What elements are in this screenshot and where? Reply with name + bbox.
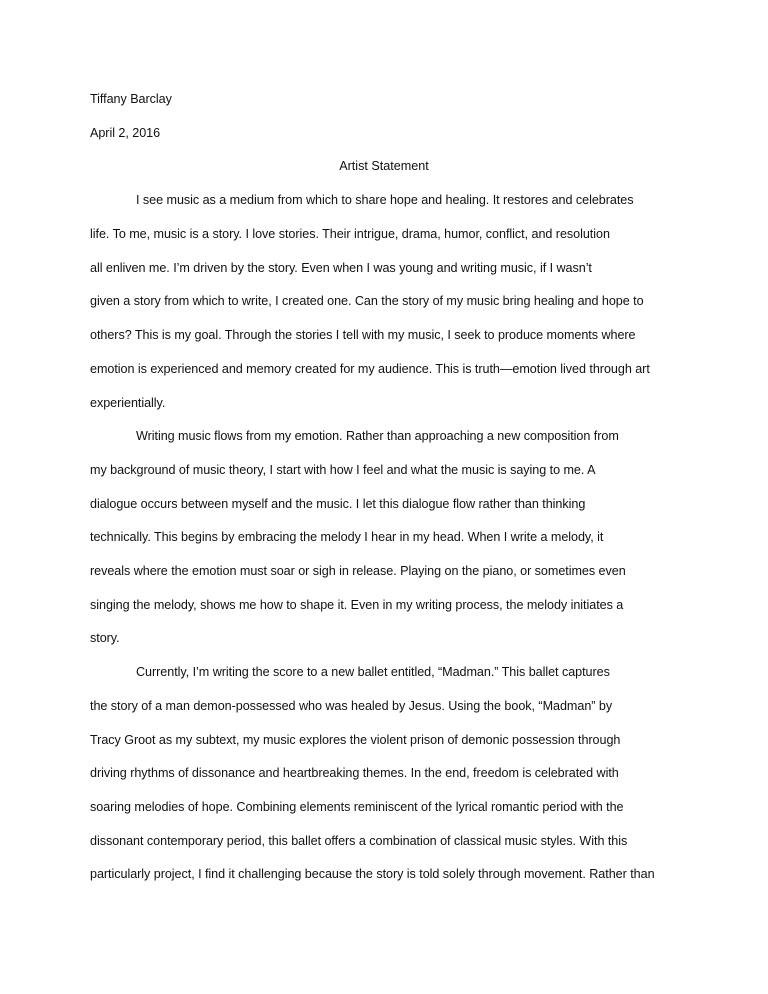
paragraph-2-line-2: my background of music theory, I start with how I feel and what the music is saying to me. A — [90, 463, 596, 477]
paragraph-2-line-1: Writing music flows from my emotion. Rather than approaching a new composition from — [136, 429, 619, 443]
paragraph-3-line-4: driving rhythms of dissonance and heartbreaking themes. In the end, freedom is celebrated with — [90, 766, 619, 780]
paragraph-2-line-7: story. — [90, 631, 120, 645]
paragraph-3-line-1: Currently, I’m writing the score to a new ballet entitled, “Madman.” This ballet captures — [136, 665, 610, 679]
paragraph-3-line-3: Tracy Groot as my subtext, my music explores the violent prison of demonic possession through — [90, 733, 621, 747]
paragraph-1-line-6: emotion is experienced and memory created for my audience. This is truth—emotion lived through art — [90, 362, 650, 376]
document-date: April 2, 2016 — [90, 126, 161, 140]
paragraph-2-line-5: reveals where the emotion must soar or sigh in release. Playing on the piano, or sometimes even — [90, 564, 626, 578]
paragraph-1-line-2: life. To me, music is a story. I love stories. Their intrigue, drama, humor, conflict, and resolution — [90, 227, 610, 241]
paragraph-1-line-7: experientially. — [90, 396, 166, 410]
paragraph-1-line-3: all enliven me. I’m driven by the story. Even when I was young and writing music, if I wasn’t — [90, 261, 592, 275]
author-name: Tiffany Barclay — [90, 92, 172, 106]
paragraph-1-line-5: others? This is my goal. Through the stories I tell with my music, I seek to produce moments where — [90, 328, 636, 342]
paragraph-3-line-6: dissonant contemporary period, this ballet offers a combination of classical music styles. With this — [90, 834, 628, 848]
paragraph-3-line-7: particularly project, I find it challenging because the story is told solely through movement. Rather than — [90, 867, 655, 881]
paragraph-1-line-1: I see music as a medium from which to share hope and healing. It restores and celebrates — [136, 193, 634, 207]
paragraph-2-line-4: technically. This begins by embracing the melody I hear in my head. When I write a melody, it — [90, 530, 604, 544]
document-title: Artist Statement — [339, 159, 429, 173]
paragraph-2-line-6: singing the melody, shows me how to shape it. Even in my writing process, the melody initiates a — [90, 598, 624, 612]
paragraph-2-line-3: dialogue occurs between myself and the music. I let this dialogue flow rather than thinking — [90, 497, 586, 511]
paragraph-1-line-4: given a story from which to write, I created one. Can the story of my music bring healing and hope to — [90, 294, 644, 308]
paragraph-3-line-5: soaring melodies of hope. Combining elements reminiscent of the lyrical romantic period with the — [90, 800, 624, 814]
paragraph-3-line-2: the story of a man demon-possessed who was healed by Jesus. Using the book, “Madman” by — [90, 699, 613, 713]
